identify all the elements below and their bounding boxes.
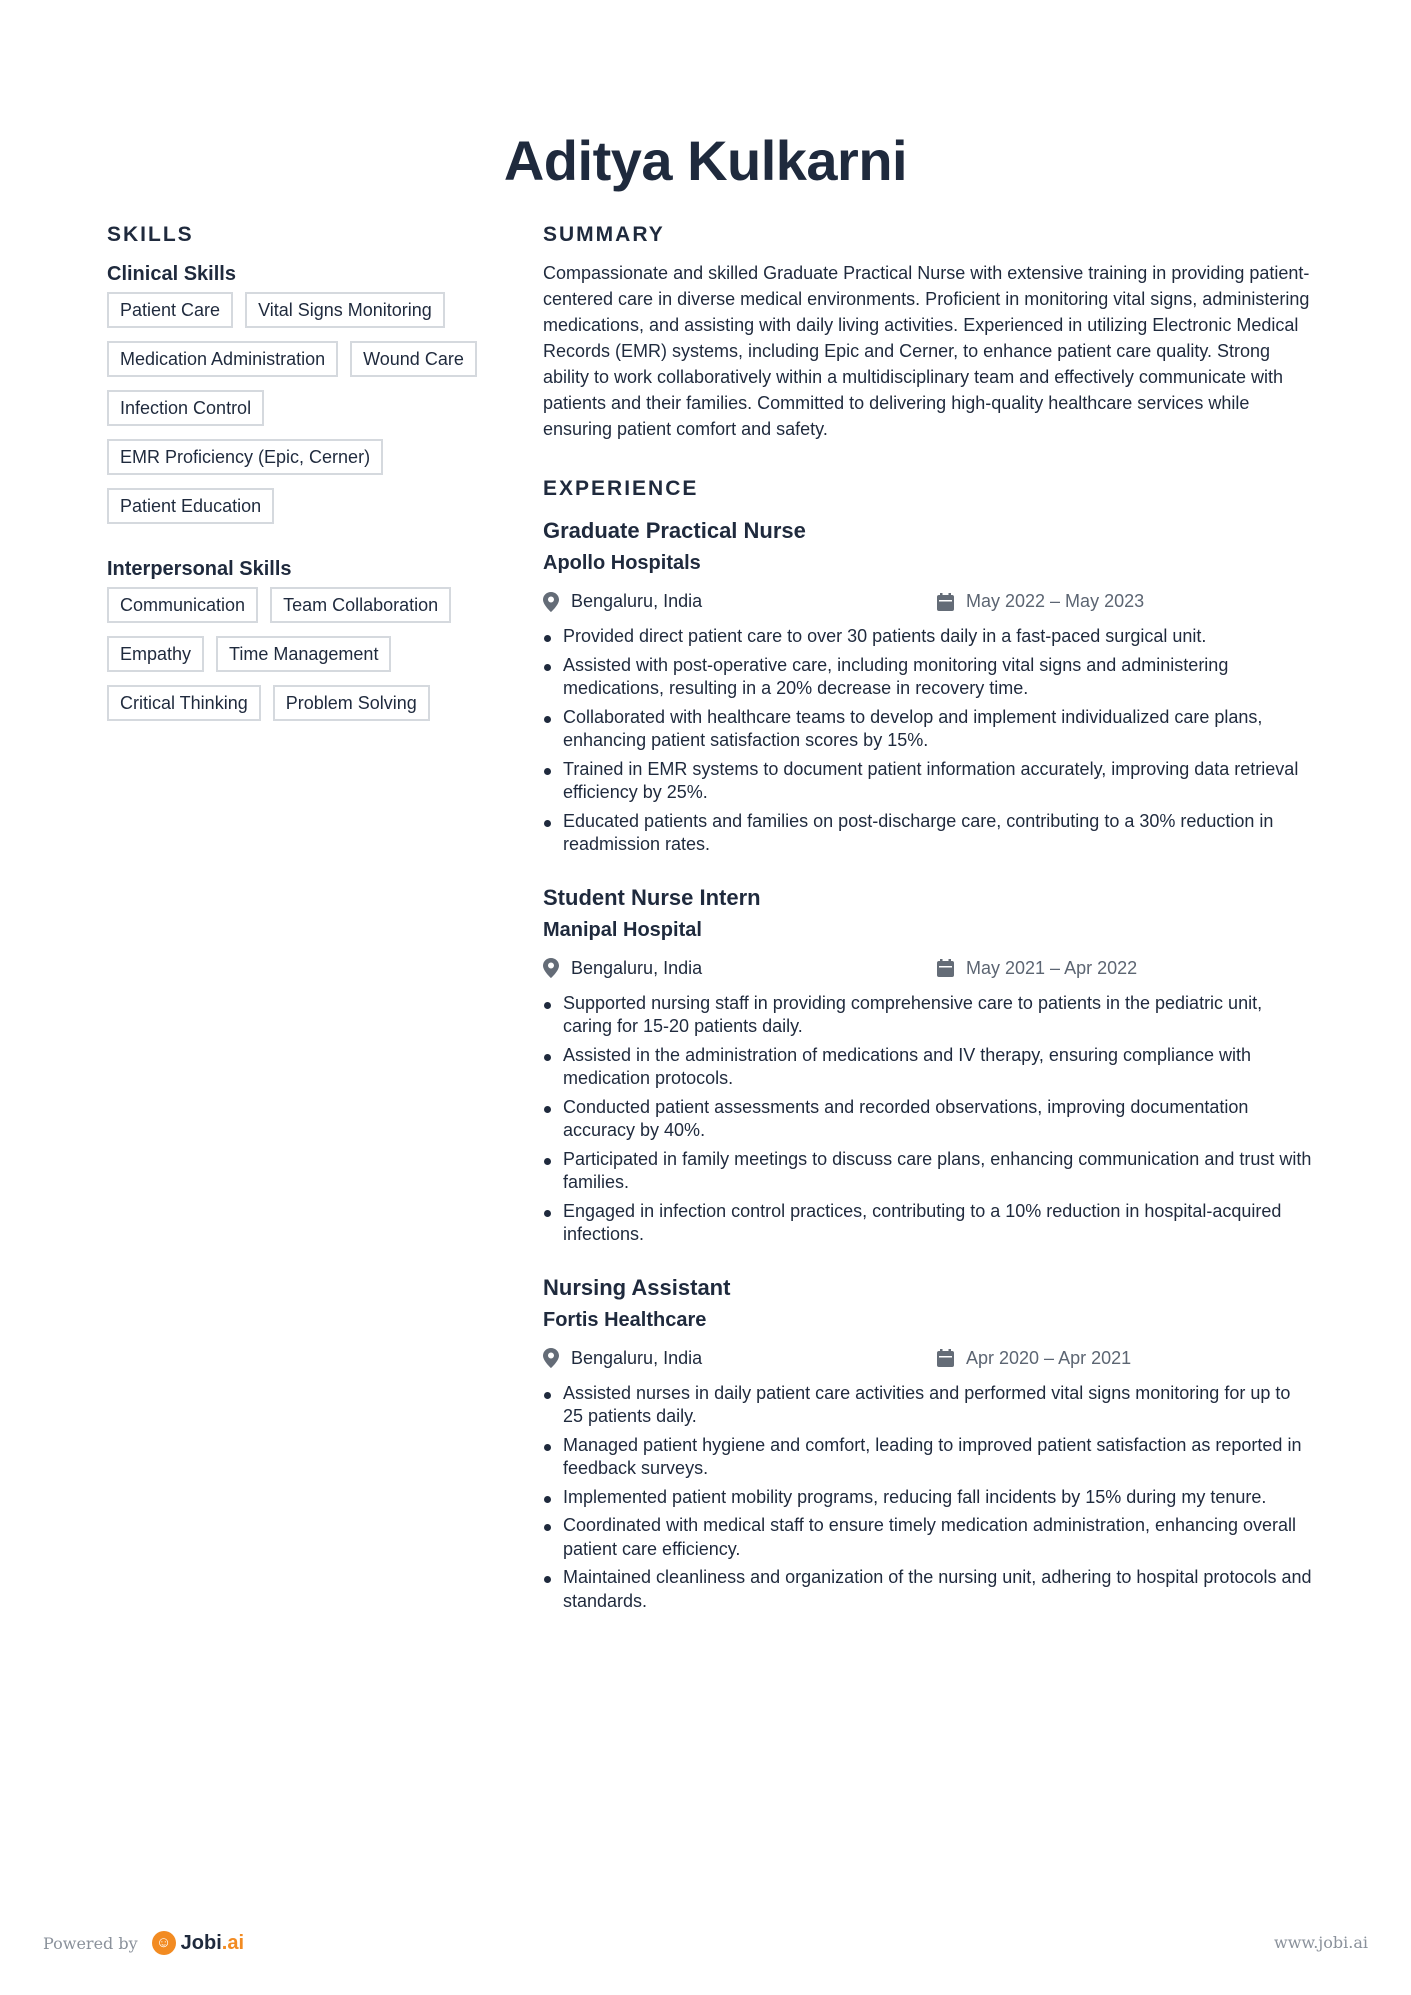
job-bullet: Assisted nurses in daily patient care activities and performed vital signs monitoring for up to 25 patients daily. (543, 1382, 1313, 1429)
logo-accent: .ai (221, 1931, 245, 1954)
job-bullet: Collaborated with healthcare teams to develop and implement individualized care plans, enhancing patient satisfaction scores by 15%. (543, 706, 1313, 753)
job-bullet: Conducted patient assessments and recorded observations, improving documentation accuracy by 40%. (543, 1096, 1313, 1143)
skill-tag: Team Collaboration (270, 587, 451, 623)
location-pin-icon (543, 592, 559, 612)
job-bullet: Engaged in infection control practices, contributing to a 10% reduction in hospital-acquired infections. (543, 1200, 1313, 1247)
skill-tag: Infection Control (107, 390, 264, 426)
job-dates-text: May 2022 – May 2023 (966, 591, 1145, 611)
job-bullet: Assisted with post-operative care, including monitoring vital signs and administering medications, resulting in a 20% decrease in recovery time. (543, 654, 1313, 701)
job-bullet: Maintained cleanliness and organization of the nursing unit, adhering to hospital protocols and standards. (543, 1566, 1313, 1613)
summary-section (543, 220, 1313, 442)
skills-title: SKILLS (107, 223, 194, 246)
website-link[interactable]: www.jobi.ai (1274, 1933, 1368, 1952)
job-meta (543, 591, 1313, 617)
jobi-logo[interactable] (152, 1931, 244, 1955)
job-entry (543, 1273, 1313, 1614)
skill-group-clinical (107, 260, 527, 537)
experience-title: EXPERIENCE (543, 477, 699, 500)
skill-tag: Empathy (107, 636, 204, 672)
job-location-text: Bengaluru, India (571, 1347, 703, 1368)
jobi-logo-text (181, 1932, 244, 1955)
powered-by (43, 1931, 244, 1955)
job-title: Nursing Assistant (543, 1274, 731, 1300)
job-bullet: Implemented patient mobility programs, reducing fall incidents by 15% during my tenure. (543, 1486, 1313, 1510)
location-pin-icon (543, 958, 559, 978)
job-bullet: Assisted in the administration of medications and IV therapy, ensuring compliance with medication protocols. (543, 1044, 1313, 1091)
powered-by-text: Powered by (43, 1933, 138, 1953)
job-dates (937, 1348, 1131, 1369)
skill-group-interpersonal (107, 555, 527, 734)
job-dates (937, 958, 1137, 979)
job-meta (543, 958, 1313, 984)
skill-tag: Vital Signs Monitoring (245, 292, 445, 328)
job-bullet: Supported nursing staff in providing comprehensive care to patients in the pediatric unit, caring for 15-20 patients daily. (543, 992, 1313, 1039)
skill-tag: Problem Solving (273, 685, 430, 721)
skill-tag: Time Management (216, 636, 391, 672)
job-title: Student Nurse Intern (543, 884, 761, 910)
skills-section (107, 220, 527, 734)
calendar-icon (937, 959, 954, 977)
skill-tag: Communication (107, 587, 258, 623)
candidate-name: Aditya Kulkarni (503, 129, 908, 192)
job-dates (937, 591, 1144, 612)
skill-tags (107, 587, 527, 734)
skill-tag: Critical Thinking (107, 685, 261, 721)
job-bullet: Participated in family meetings to discuss care plans, enhancing communication and trust with families. (543, 1148, 1313, 1195)
job-bullet: Trained in EMR systems to document patient information accurately, improving data retrieval efficiency by 25%. (543, 758, 1313, 805)
job-location-text: Bengaluru, India (571, 591, 703, 611)
job-company: Fortis Healthcare (543, 1308, 707, 1331)
summary-title: SUMMARY (543, 223, 665, 246)
location-pin-icon (543, 1348, 559, 1368)
job-entry (543, 883, 1313, 1247)
jobi-logo-icon: ☺ (152, 1931, 176, 1955)
job-bullets (543, 625, 1313, 857)
job-bullet: Coordinated with medical staff to ensure timely medication administration, enhancing overall patient care efficiency. (543, 1514, 1313, 1561)
job-location (543, 1348, 702, 1369)
job-bullets (543, 1382, 1313, 1614)
skill-group-title: Interpersonal Skills (107, 558, 292, 580)
job-meta (543, 1348, 1313, 1374)
skill-tag: Patient Care (107, 292, 233, 328)
skill-tag: Patient Education (107, 488, 274, 524)
skill-group-title: Clinical Skills (107, 263, 236, 285)
skill-tags (107, 292, 527, 537)
calendar-icon (937, 593, 954, 611)
job-title: Graduate Practical Nurse (543, 518, 806, 543)
job-dates-text: May 2021 – Apr 2022 (966, 957, 1138, 978)
job-company: Apollo Hospitals (543, 552, 701, 574)
job-bullet: Educated patients and families on post-discharge care, contributing to a 30% reduction in readmission rates. (543, 810, 1313, 857)
job-location (543, 958, 702, 979)
main-column (543, 220, 1313, 1618)
job-entry (543, 516, 1313, 857)
skill-tag: EMR Proficiency (Epic, Cerner) (107, 439, 383, 475)
calendar-icon (937, 1349, 954, 1367)
skill-tag: Medication Administration (107, 341, 338, 377)
skill-tag: Wound Care (350, 341, 477, 377)
job-bullet: Provided direct patient care to over 30 patients daily in a fast-paced surgical unit. (543, 625, 1313, 649)
job-bullet: Managed patient hygiene and comfort, leading to improved patient satisfaction as reported in feedback surveys. (543, 1434, 1313, 1481)
job-location (543, 591, 702, 612)
job-location-text: Bengaluru, India (571, 957, 703, 978)
logo-main: Jobi (180, 1931, 222, 1954)
job-dates-text: Apr 2020 – Apr 2021 (966, 1347, 1132, 1368)
job-company: Manipal Hospital (543, 918, 702, 941)
job-bullets (543, 992, 1313, 1247)
summary-text: Compassionate and skilled Graduate Practical Nurse with extensive training in providing patient-centered care in diverse medical environments. Proficient in monitoring vital signs, administering medications, and assisting with daily living activities. Experienced in utilizing Electronic Medical Records (EMR) systems, including Epic and Cerner, to enhance patient care quality. Strong ability to work collaboratively within a multidisciplinary team and effectively communicate with patients and their families. Committed to delivering high-quality healthcare services while ensuring patient comfort and safety. (543, 263, 1310, 439)
